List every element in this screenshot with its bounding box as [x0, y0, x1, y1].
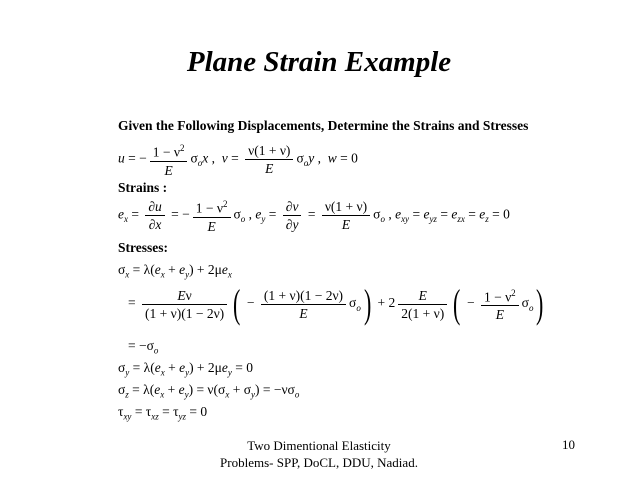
sigma-x-line2: = $\frac{E\nu}{(1 + \nu)(1 - 2\nu)}$ ( − $\frac{(1 + \nu)(1 - 2\nu)}{E}$ $\sigma_o) + 2$ $\frac{E}{2(1 + \nu)}$ ( − $\frac{1 - \nu^2}{E}$ $\sigma_o$)	[128, 281, 544, 326]
footer-course: Two Dimentional Elasticity	[247, 438, 391, 453]
footer	[0, 437, 638, 471]
sigma-x-line1: $\sigma_x = \lambda(e_x + e_y) + 2\mu e_x$	[118, 262, 232, 280]
sigma-y-equation: $\sigma_y = \lambda(e_x + e_y) + 2\mu e_y = 0$	[118, 360, 254, 378]
page-number: 10	[562, 437, 575, 452]
slide-title: Plane Strain Example	[186, 46, 452, 78]
displacement-equations: u = − $\frac{1 - \nu^2}{E}$ $\sigma_ox$ , v = $\frac{\nu(1 + \nu)}{E}$ $\sigma_oy$ , w = 0	[118, 140, 358, 179]
tau-equation: $\tau_{xy} = \tau_{xz} = \tau_{yz} = 0$	[118, 404, 208, 422]
footer-author: Problems- SPP, DoCL, DDU, Nadiad.	[220, 455, 418, 470]
strains-heading: Strains :	[118, 180, 168, 195]
sigma-x-line3: = $-\sigma_o$	[128, 338, 159, 356]
strain-equations: $e_x$ = $\frac{\partial u}{\partial x}$ = − $\frac{1 - \nu^2}{E}$ $\sigma_o$ , $e_y$ = $\frac{\partial v}{\partial y}$ = $\frac{\nu(1 + \nu)}{E}$ $\sigma_o$ , $e_{xy} = e_{yz} = e_{zx} = e_z = 0$	[118, 196, 510, 235]
sigma-z-equation: $\sigma_z = \lambda(e_x + e_y) = \nu(\sigma_x + \sigma_y) = -\nu\sigma_o$	[118, 382, 300, 400]
problem-statement: Given the Following Displacements, Determine the Strains and Stresses	[118, 118, 529, 133]
stresses-heading: Stresses:	[118, 240, 168, 255]
